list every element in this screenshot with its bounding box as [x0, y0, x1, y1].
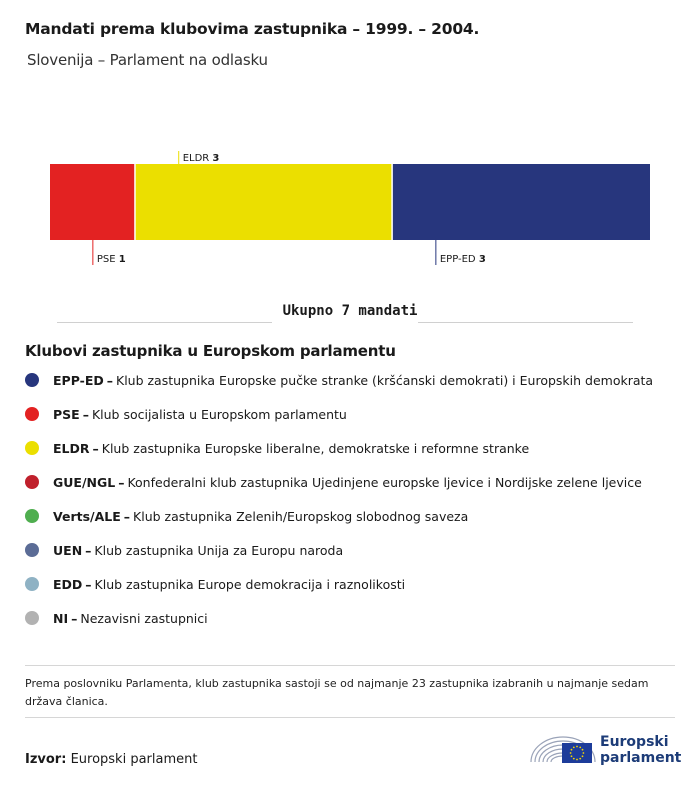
legend-dash: – — [92, 440, 99, 456]
legend-abbr: EDD — [53, 576, 83, 592]
total-divider-left — [57, 322, 272, 323]
legend-description: Klub zastupnika Europske pučke stranke (kršćanski demokrati) i Europskih demokrata — [116, 372, 654, 388]
legend-item-edd — [25, 574, 405, 594]
source-value: Europski parlament — [70, 752, 198, 767]
legend-item-pse — [25, 404, 347, 424]
data-label-pse: PSE 1 — [96, 254, 126, 265]
legend-item-eldr — [25, 438, 529, 458]
legend-dash: – — [106, 372, 113, 388]
legend-description: Nezavisni zastupnici — [80, 610, 208, 626]
legend-description: Klub socijalista u Europskom parlamentu — [91, 406, 347, 422]
legend-abbr: EPP-ED — [53, 372, 104, 388]
legend-item-uen — [25, 540, 343, 560]
seat-bar-chart — [0, 140, 700, 280]
source-label: Izvor: — [25, 752, 67, 767]
legend-abbr: GUE/NGL — [53, 474, 116, 490]
legend-description: Klub zastupnika Zelenih/Europskog slobodnog saveza — [133, 508, 469, 524]
legend-description: Konfederalni klub zastupnika Ujedinjene europske ljevice i Nordijske zelene ljevice — [127, 474, 642, 490]
legend-item-verts-ale — [25, 506, 468, 526]
legend-abbr: NI — [53, 610, 69, 626]
legend-abbr: Verts/ALE — [53, 508, 121, 524]
legend-dash: – — [71, 610, 78, 626]
total-divider-right — [418, 322, 633, 323]
chart-title: Mandati prema klubovima zastupnika – 1999. – 2004. — [25, 20, 480, 38]
legend-swatch-epp-ed — [25, 373, 39, 387]
logo-line-1: Europski — [600, 734, 669, 750]
legend-dash: – — [118, 474, 125, 490]
legend-swatch-verts-ale — [25, 509, 39, 523]
legend-abbr: PSE — [53, 406, 80, 422]
note-divider-top — [25, 665, 675, 666]
data-label-epp-ed: EPP-ED 3 — [439, 254, 486, 265]
legend-dash: – — [85, 576, 92, 592]
logo-wordmark — [600, 734, 681, 766]
legend-swatch-uen — [25, 543, 39, 557]
legend-abbr: UEN — [53, 542, 83, 558]
footnote: Prema poslovniku Parlamenta, klub zastupnika sastoji se od najmanje 23 zastupnika izabranih u najmanje sedam država članica. — [25, 677, 649, 708]
chart-subtitle: Slovenija – Parlament na odlasku — [27, 51, 268, 69]
legend-description: Klub zastupnika Europske liberalne, demokratske i reformne stranke — [101, 440, 530, 456]
logo-line-2: parlament — [600, 750, 682, 766]
legend-swatch-gue-ngl — [25, 475, 39, 489]
legend-swatch-ni — [25, 611, 39, 625]
legend-description: Klub zastupnika Europe demokracija i raznolikosti — [94, 576, 406, 592]
legend-dash: – — [85, 542, 92, 558]
legend-swatch-edd — [25, 577, 39, 591]
legend-item-epp-ed — [25, 370, 653, 390]
bar-segment-pse — [50, 164, 134, 240]
legend-abbr: ELDR — [53, 440, 90, 456]
legend-dash: – — [123, 508, 131, 524]
legend-swatch-eldr — [25, 441, 39, 455]
legend-item-ni — [25, 608, 208, 628]
legend-item-gue-ngl — [25, 472, 642, 492]
legend-title: Klubovi zastupnika u Europskom parlamentu — [25, 342, 396, 360]
legend-description: Klub zastupnika Unija za Europu naroda — [94, 542, 344, 558]
note-divider-bottom — [25, 717, 675, 718]
source-line — [25, 752, 197, 767]
data-label-eldr: ELDR 3 — [182, 153, 220, 164]
bar-segment-eldr — [136, 164, 392, 240]
total-seats-label: Ukupno 7 mandati — [282, 303, 418, 319]
legend-dash: – — [82, 406, 89, 422]
bar-segment-epp-ed — [393, 164, 650, 240]
legend-swatch-pse — [25, 407, 39, 421]
